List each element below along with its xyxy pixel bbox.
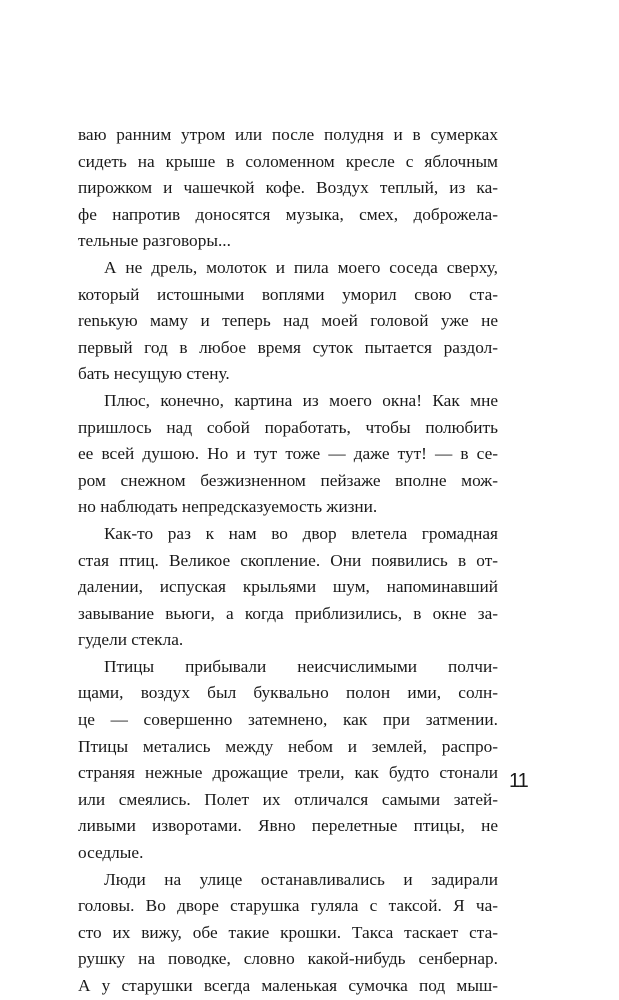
text-line: оседлые. [78, 843, 144, 863]
text-line: завывание вьюги, а когда приблизились, в окне за- [78, 603, 498, 623]
text-line: сто их вижу, обе такие крошки. Такса таскает ста- [78, 922, 498, 942]
page-number: 11 [509, 770, 528, 792]
text-line: ром снежном безжизненном пейзаже вполне мож- [78, 470, 498, 490]
text-line: фе напротив доносятся музыка, смех, доброжела- [78, 204, 498, 224]
text-line: стая птиц. Великое скопление. Они появились в от- [78, 550, 498, 570]
body-text [78, 122, 498, 1000]
text-line: Птицы метались между небом и землей, распро- [78, 736, 498, 756]
text-line: рушку на поводке, словно какой-нибудь сенбернар. [78, 949, 498, 969]
text-line: который истошными воплями уморил свою ста- [78, 284, 498, 304]
text-line: пирожком и чашечкой кофе. Воздух теплый, из ка- [78, 178, 498, 198]
text-line: головы. Во дворе старушка гуляла с таксой. Я ча- [78, 896, 498, 916]
text-line: сидеть на крыше в соломенном кресле с яблочным [78, 151, 498, 171]
text-line: renькую маму и теперь над моей головой уже не [78, 311, 498, 331]
text-line: щами, воздух был буквально полон ими, солн- [78, 683, 498, 703]
text-line: ее всей душою. Но и тут тоже — даже тут! — в се- [78, 444, 498, 464]
text-line: страняя нежные дрожащие трели, как будто стонали [78, 763, 498, 783]
text-line: А у старушки всегда маленькая сумочка под мыш- [78, 976, 498, 995]
text-line: Плюс, конечно, картина из моего окна! Как мне [104, 390, 498, 410]
text-line: Птицы прибывали неисчислимыми полчи- [104, 656, 498, 676]
text-line: пришлось над собой поработать, чтобы полюбить [78, 417, 498, 437]
text-line: бать несущую стену. [78, 364, 230, 384]
text-line: ливыми изворотами. Явно перелетные птицы, не [78, 816, 498, 836]
text-line: первый год в любое время суток пытается раздол- [78, 337, 498, 357]
text-line: Как-то раз к нам во двор влетела громадная [104, 523, 498, 543]
text-line: Люди на улице останавливались и задирали [104, 869, 498, 889]
text-line: ваю ранним утром или после полудня и в сумерках [78, 125, 498, 144]
text-line: тельные разговоры... [78, 231, 231, 251]
text-line: но наблюдать непредсказуемость жизни. [78, 497, 378, 517]
text-line: далении, испуская крыльями шум, напоминавший [78, 577, 498, 597]
text-line: це — совершенно затемнено, как при затмении. [78, 710, 498, 730]
text-line: А не дрель, молоток и пила моего соседа сверху, [104, 257, 498, 277]
text-line: гудели стекла. [78, 630, 184, 650]
text-line: или смеялись. Полет их отличался самыми затей- [78, 789, 498, 809]
